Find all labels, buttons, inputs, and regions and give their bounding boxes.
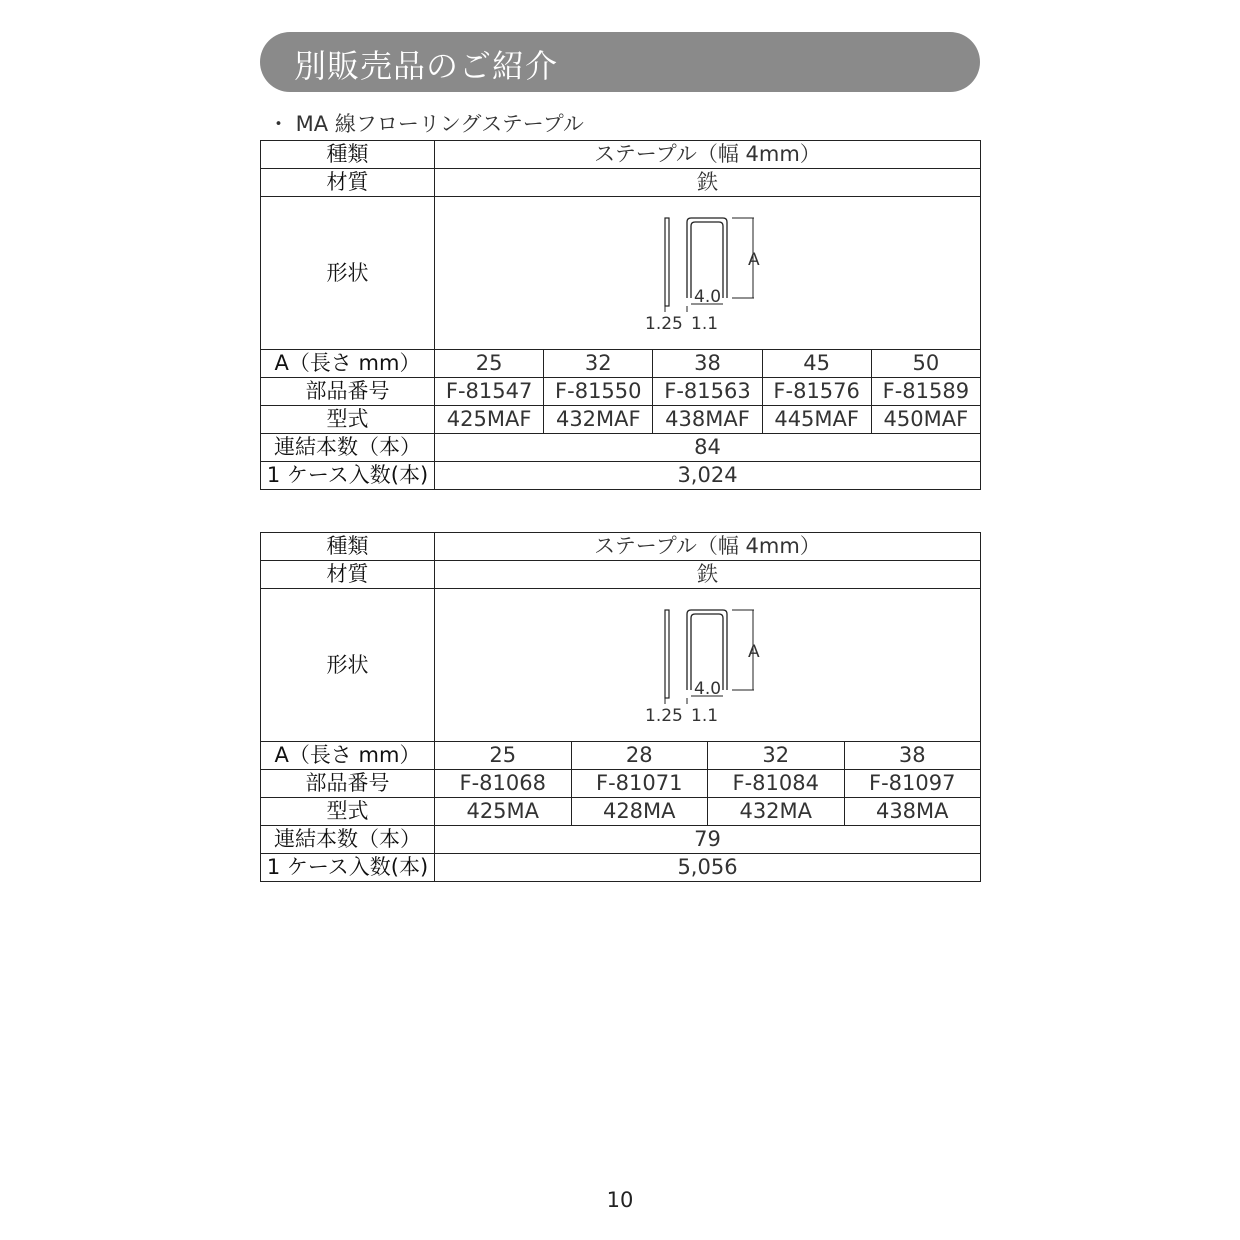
row-shape <box>261 197 981 350</box>
dim-width-label: 4.0 <box>693 287 721 307</box>
length-cell: 28 <box>571 742 708 770</box>
model-cell: 432MAF <box>544 406 653 434</box>
row-joined <box>261 434 981 462</box>
staple-outer-leg <box>687 218 727 298</box>
label-joined: 連結本数（本） <box>261 434 435 462</box>
value-kind: ステープル（幅 4mm） <box>435 141 981 169</box>
model-cell: 432MA <box>708 798 845 826</box>
label-material: 材質 <box>261 169 435 197</box>
length-cell: 38 <box>653 350 762 378</box>
dim-width-label: 4.0 <box>693 679 721 699</box>
staple-side-view <box>665 218 669 306</box>
label-model: 型式 <box>261 406 435 434</box>
row-model <box>261 798 981 826</box>
product-title: ・ MA 線フローリングステープル <box>268 112 584 136</box>
label-per-case: 1 ケース入数(本) <box>261 462 435 490</box>
staple-outer-leg <box>687 610 727 690</box>
part-number-cell: F-81550 <box>544 378 653 406</box>
length-cell: 25 <box>435 742 572 770</box>
dim-a-label: A <box>747 642 760 662</box>
length-cell: 45 <box>762 350 871 378</box>
spec-table-maf <box>260 140 981 490</box>
label-kind: 種類 <box>261 533 435 561</box>
value-per-case: 3,024 <box>435 462 981 490</box>
part-number-cell: F-81563 <box>653 378 762 406</box>
label-model: 型式 <box>261 798 435 826</box>
part-number-cell: F-81589 <box>871 378 980 406</box>
label-material: 材質 <box>261 561 435 589</box>
value-joined: 79 <box>435 826 981 854</box>
label-length: A（長さ mm） <box>261 350 435 378</box>
row-part-number <box>261 770 981 798</box>
section-header <box>260 32 980 92</box>
row-model <box>261 406 981 434</box>
label-part-number: 部品番号 <box>261 770 435 798</box>
row-part-number <box>261 378 981 406</box>
label-part-number: 部品番号 <box>261 378 435 406</box>
label-joined: 連結本数（本） <box>261 826 435 854</box>
dim-wire-label: 1.1 <box>690 706 718 726</box>
part-number-cell: F-81071 <box>571 770 708 798</box>
part-number-cell: F-81576 <box>762 378 871 406</box>
row-joined <box>261 826 981 854</box>
model-cell: 438MAF <box>653 406 762 434</box>
model-cell: 425MA <box>435 798 572 826</box>
staple-diagram <box>638 600 778 730</box>
staple-diagram-cell <box>435 197 981 350</box>
part-number-cell: F-81097 <box>844 770 981 798</box>
row-length <box>261 742 981 770</box>
row-per-case <box>261 854 981 882</box>
length-cell: 32 <box>708 742 845 770</box>
dim-thick-label: 1.25 <box>644 706 683 726</box>
row-per-case <box>261 462 981 490</box>
dim-a-label: A <box>747 250 760 270</box>
page-number: 10 <box>606 1188 634 1212</box>
model-cell: 425MAF <box>435 406 544 434</box>
row-material <box>261 561 981 589</box>
part-number-cell: F-81547 <box>435 378 544 406</box>
row-length <box>261 350 981 378</box>
value-material: 鉄 <box>435 561 981 589</box>
length-cell: 32 <box>544 350 653 378</box>
row-kind <box>261 533 981 561</box>
row-kind <box>261 141 981 169</box>
spec-table-ma <box>260 532 981 882</box>
part-number-cell: F-81068 <box>435 770 572 798</box>
dim-wire-label: 1.1 <box>690 314 718 334</box>
value-joined: 84 <box>435 434 981 462</box>
page-title: 別販売品のご紹介 <box>294 47 559 85</box>
row-shape <box>261 589 981 742</box>
label-length: A（長さ mm） <box>261 742 435 770</box>
label-shape: 形状 <box>261 197 435 350</box>
length-cell: 50 <box>871 350 980 378</box>
label-per-case: 1 ケース入数(本) <box>261 854 435 882</box>
label-kind: 種類 <box>261 141 435 169</box>
staple-diagram-cell <box>435 589 981 742</box>
part-number-cell: F-81084 <box>708 770 845 798</box>
model-cell: 450MAF <box>871 406 980 434</box>
value-kind: ステープル（幅 4mm） <box>435 533 981 561</box>
value-material: 鉄 <box>435 169 981 197</box>
length-cell: 38 <box>844 742 981 770</box>
model-cell: 445MAF <box>762 406 871 434</box>
dim-thick-label: 1.25 <box>644 314 683 334</box>
model-cell: 428MA <box>571 798 708 826</box>
model-cell: 438MA <box>844 798 981 826</box>
value-per-case: 5,056 <box>435 854 981 882</box>
label-shape: 形状 <box>261 589 435 742</box>
row-material <box>261 169 981 197</box>
staple-diagram <box>638 208 778 338</box>
length-cell: 25 <box>435 350 544 378</box>
staple-side-view <box>665 610 669 698</box>
